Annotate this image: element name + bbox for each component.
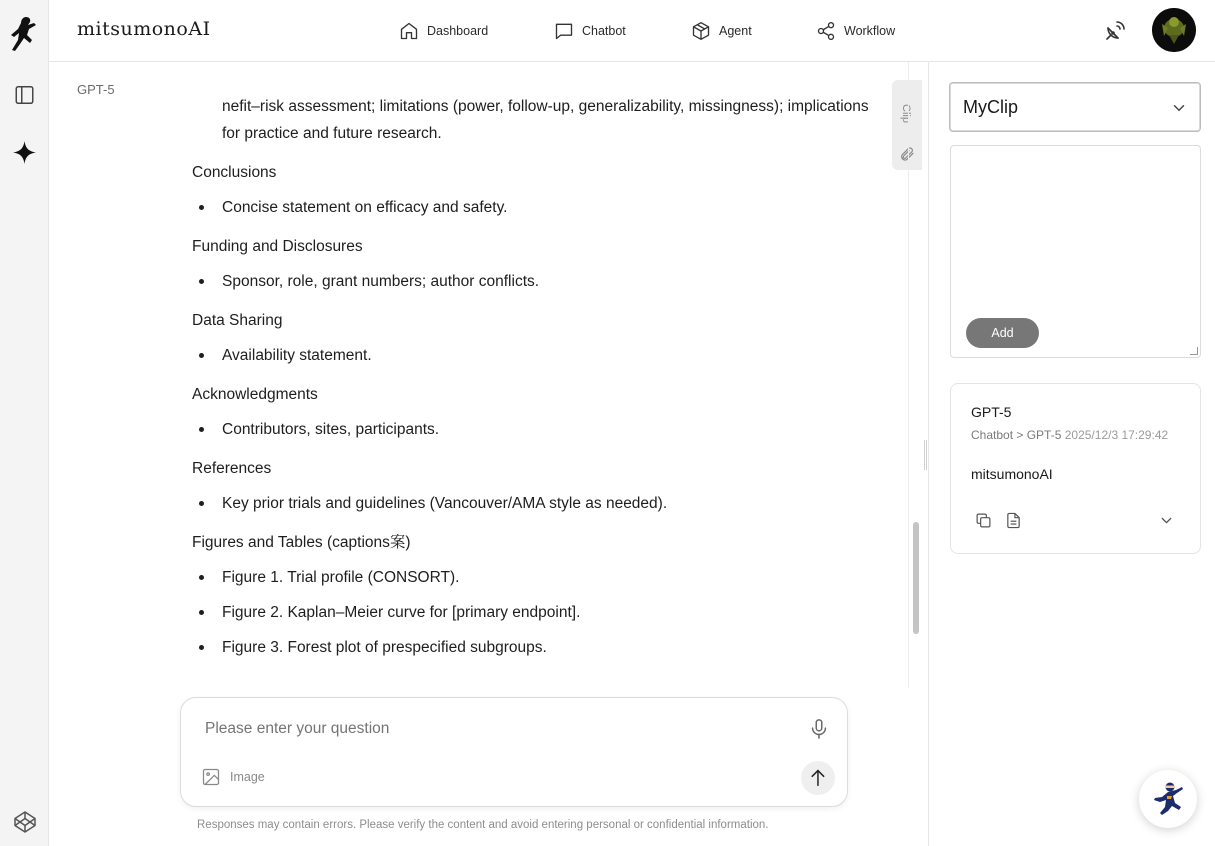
bullet-list <box>192 490 882 517</box>
section-heading: Figures and Tables (captions案) <box>192 534 411 551</box>
nav-label: Agent <box>719 23 752 38</box>
codepen-icon[interactable] <box>13 810 37 834</box>
bullet-item: Sponsor, role, grant numbers; author conflicts. <box>192 268 882 295</box>
question-input[interactable] <box>205 720 785 738</box>
cube-icon <box>691 21 711 41</box>
image-icon <box>201 767 221 787</box>
clip-card-timestamp: 2025/12/3 17:29:42 <box>1064 428 1169 442</box>
clip-select-value: MyClip <box>963 97 1019 117</box>
continued-paragraph: nefit–risk assessment; limitations (power, follow-up, generalizability, missingness); implications for practice and future research. <box>222 98 869 142</box>
nav-label: Workflow <box>844 23 896 38</box>
satellite-dish-icon[interactable] <box>1104 18 1128 42</box>
bullet-list <box>192 268 882 295</box>
chevron-down-icon[interactable] <box>1158 512 1175 529</box>
avatar-figure-icon <box>1152 8 1196 52</box>
section-heading: References <box>192 460 272 477</box>
clip-card <box>950 383 1201 554</box>
panel-resize-handle[interactable] <box>924 440 927 470</box>
clip-textarea[interactable] <box>950 145 1201 358</box>
ninja-logo-icon[interactable] <box>8 14 40 54</box>
nav-agent[interactable] <box>691 0 752 61</box>
bullet-item: Availability statement. <box>192 342 882 369</box>
top-header <box>49 0 1215 62</box>
section-heading: Conclusions <box>192 164 277 181</box>
arrow-up-icon <box>801 761 835 795</box>
model-label: GPT-5 <box>77 82 115 97</box>
clip-card-path <box>971 428 1168 442</box>
microphone-icon[interactable] <box>808 718 830 740</box>
section-heading: Funding and Disclosures <box>192 238 363 255</box>
add-button[interactable]: Add <box>966 318 1039 348</box>
clip-select[interactable] <box>949 82 1201 132</box>
image-upload-button[interactable] <box>201 767 265 787</box>
clip-card-title: GPT-5 <box>971 404 1012 420</box>
clip-panel <box>928 62 1215 846</box>
copy-icon[interactable] <box>975 512 992 529</box>
bullet-item: Contributors, sites, participants. <box>192 416 882 443</box>
bullet-item: Figure 1. Trial profile (CONSORT). <box>192 564 882 591</box>
clip-card-body: mitsumonoAI <box>971 466 1053 482</box>
send-button[interactable] <box>801 761 835 795</box>
clip-tab-label: Clip <box>900 104 912 123</box>
image-label: Image <box>230 770 265 784</box>
bullet-list <box>192 564 882 661</box>
bullet-list <box>192 342 882 369</box>
share-nodes-icon <box>816 21 836 41</box>
bullet-item: Figure 2. Kaplan–Meier curve for [primary endpoint]. <box>192 599 882 626</box>
chat-bubble-icon <box>554 21 574 41</box>
bullet-item: Key prior trials and guidelines (Vancouver/AMA style as needed). <box>192 490 882 517</box>
bullet-list <box>192 194 882 221</box>
bullet-item: Figure 3. Forest plot of prespecified subgroups. <box>192 634 882 661</box>
bullet-list <box>192 416 882 443</box>
sidebar-toggle-icon[interactable] <box>13 84 36 106</box>
nav-workflow[interactable] <box>816 0 895 61</box>
sparkle-icon[interactable] <box>12 140 37 165</box>
home-icon <box>399 21 419 41</box>
floating-assistant-button[interactable] <box>1139 770 1197 828</box>
textarea-resize-handle[interactable] <box>1190 347 1198 355</box>
brand-title: mitsumonoAI <box>77 18 211 40</box>
section-heading: Acknowledgments <box>192 386 318 403</box>
disclaimer-text: Responses may contain errors. Please verify the content and avoid entering personal or confidential information. <box>197 819 769 831</box>
avatar[interactable] <box>1152 8 1196 52</box>
ninja-mascot-icon <box>1148 779 1188 819</box>
chevron-down-icon <box>1170 99 1188 117</box>
left-rail <box>0 0 49 846</box>
chat-main <box>49 62 922 846</box>
clip-card-breadcrumb: Chatbot > GPT-5 <box>971 428 1062 442</box>
document-icon[interactable] <box>1005 512 1022 529</box>
chat-input-box <box>180 697 848 807</box>
nav-label: Chatbot <box>582 23 626 38</box>
section-heading: Data Sharing <box>192 312 283 329</box>
nav-label: Dashboard <box>427 23 489 38</box>
chat-scrollbar[interactable] <box>908 62 922 688</box>
bullet-item: Concise statement on efficacy and safety. <box>192 194 882 221</box>
nav-chatbot[interactable] <box>554 0 626 61</box>
scrollbar-thumb[interactable] <box>913 522 919 634</box>
chat-message-content <box>192 62 882 688</box>
nav-dashboard[interactable] <box>399 0 488 61</box>
